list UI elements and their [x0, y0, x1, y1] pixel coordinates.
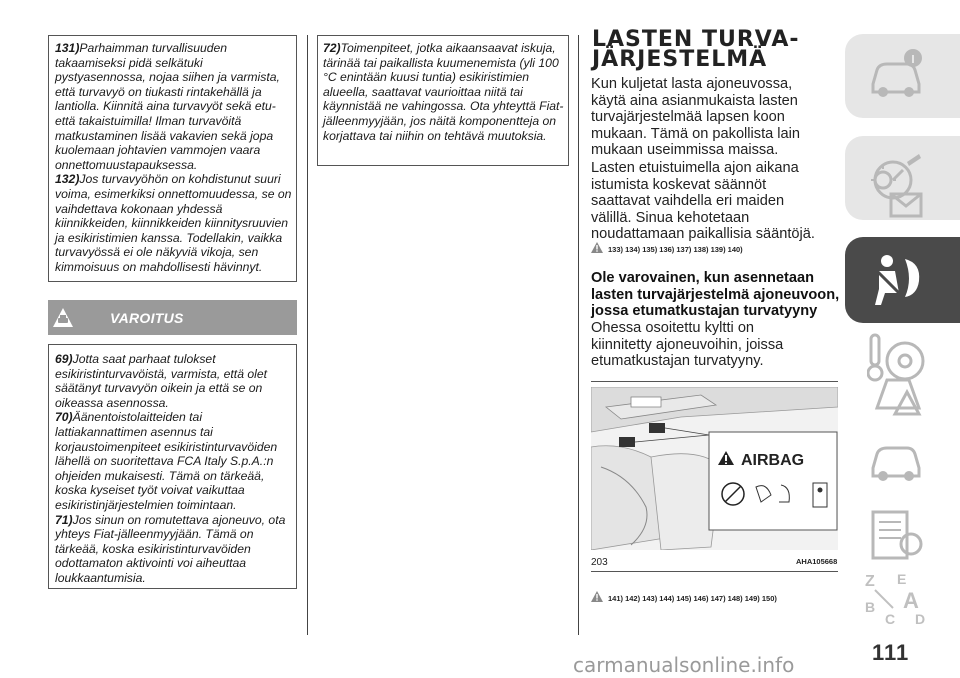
note-text: Jos turvavyöhön on kohdistunut suuri voima, esimerkiksi onnettomuudessa, se on vaihdettava kokonaan yhdessä kiinnikkeiden, kiinnikkeiden kiinnitysruuvien ja esikiristimien kanssa. Todellakin, vaikka turvavyössä ei ole näkyviä vikoja, sen kimmoisuus on mahdollisesti hävinnyt.	[55, 172, 292, 274]
warning-text	[55, 352, 295, 586]
warning-number: 69)	[55, 352, 73, 366]
tab-safety[interactable]	[845, 237, 960, 323]
tab-car-info[interactable]	[845, 34, 960, 118]
index-icon	[863, 568, 929, 628]
notes-text-middle	[323, 41, 567, 143]
watermark: carmanualsonline.info	[573, 653, 795, 677]
warning-triangle-icon	[591, 242, 603, 253]
column-divider	[307, 35, 308, 635]
warning-emergency-icon	[867, 366, 927, 426]
airbag-label-text: AIRBAG	[741, 452, 805, 469]
warning-number: 71)	[55, 512, 73, 527]
reference-list: 133) 134) 135) 136) 137) 138) 139) 140)	[608, 245, 743, 254]
tab-index[interactable]	[845, 560, 960, 636]
technical-data-icon	[867, 508, 927, 564]
warning-car-icon	[52, 307, 74, 329]
note-text: Toimenpiteet, jotka aikaansaavat iskuja, tärinää tai paikallista kuumenemista (yli 100 °C enintään kuusi tuntia) esikiristimien alueella, saattavat vaurioittaa niitä tai käynnistää ne vahingossa. Ota yhteyttä Fiat-jälleenmyyjään, jos näitä komponentteja on korjattava tai niihin on tehtävä muutoksia.	[323, 41, 564, 143]
reference-list: 141) 142) 143) 144) 145) 146) 147) 148) 149) 150)	[608, 594, 777, 603]
svg-text:C: C	[885, 611, 896, 627]
page-number: 111	[872, 640, 910, 665]
paragraph-1: Kun kuljetat lasta ajoneuvossa, käytä aina asianmukaista lasten turvajärjestelmää lapsen koon mukaan. Tämä on pakollista lain mukaan useimmissa maissa.	[591, 76, 801, 159]
figure-airbag-label	[591, 387, 838, 550]
note-number: 132)	[55, 172, 80, 187]
note-number: 131)	[55, 41, 80, 55]
column-divider	[578, 35, 579, 635]
paragraph-2: Lasten etuistuimella ajon aikana istumista koskevat säännöt saattavat vaihdella eri maiden välillä. Sinua kehotetaan noudattamaan paikallisia sääntöjä.	[591, 160, 815, 243]
figure-code: AHA105668	[796, 557, 838, 566]
car-info-icon	[867, 48, 923, 102]
svg-text:E: E	[897, 571, 907, 587]
paragraph-3: Ohessa osoitettu kyltti on kiinnitetty ajoneuvoihin, joissa etumatkustajan turvatyyny.	[591, 320, 784, 370]
warning-text-item: Jos sinun on romutettava ajoneuvo, ota yhteys Fiat-jälleenmyyjään. Tämä on tärkeää, koska esikiristinturvavöiden odottamaton aktivointi voi aiheuttaa loukkaantumisia.	[55, 512, 286, 585]
section-title	[592, 27, 800, 72]
section-title-line2: JÄRJESTELMÄ	[592, 47, 768, 72]
svg-text:D: D	[915, 611, 926, 627]
car-maintenance-icon	[867, 434, 927, 490]
warning-number: 70)	[55, 410, 73, 425]
svg-text:B: B	[865, 599, 876, 615]
safety-airbag-icon	[865, 249, 925, 309]
warning-text-item: Jotta saat parhaat tulokset esikiristinturvavöistä, varmista, että olet säätänyt turvavyön oikein ja että se on oikeassa asennossa.	[55, 352, 268, 410]
warning-text-item: Äänentoistolaitteiden tai lattiakannattimen asennus tai korjaustoimenpiteet esikiristinturvavöiden lähellä on suoritettava FCA Italy S.p.A.:n ohjeiden mukaisesti. Tämä on tärkeää, koska kyseiset työt voivat vaikuttaa esikiristinjärjestelmien toimintaan.	[55, 410, 278, 512]
warning-triangle-icon	[591, 591, 603, 602]
warning-title: VAROITUS	[110, 310, 184, 326]
svg-text:A: A	[903, 588, 919, 613]
figure-bottom-rule	[591, 571, 838, 572]
figure-top-rule	[591, 381, 838, 382]
figure-number: 203	[591, 557, 608, 568]
notes-text-top	[55, 41, 295, 275]
section-title-line1: LASTEN TURVA-	[592, 27, 800, 52]
note-text: Parhaimman turvallisuuden takaamiseksi pidä selkätuki pystyasennossa, nojaa siihen ja varmista, että turvavyö on tiukasti rintakehällä ja lantiolla. Kiinnitä aina turvavyöt sekä etu- että takaistuimilla! Ilman turvavöitä matkustaminen lisää vakavien sekä jopa kuolemaan johtavien vammojen vaara onnettomuustapauksessa.	[55, 41, 280, 172]
note-number: 72)	[323, 41, 341, 55]
svg-text:Z: Z	[865, 573, 875, 590]
tab-emergency[interactable]	[845, 350, 960, 430]
subheading: Ole varovainen, kun asennetaan lasten turvajärjestelmä ajoneuvoon, jossa etumatkustajan turvatyyny	[591, 270, 840, 320]
lights-icon	[869, 164, 925, 224]
tab-maintenance[interactable]	[845, 420, 960, 500]
tab-lights-signals[interactable]	[845, 156, 960, 236]
